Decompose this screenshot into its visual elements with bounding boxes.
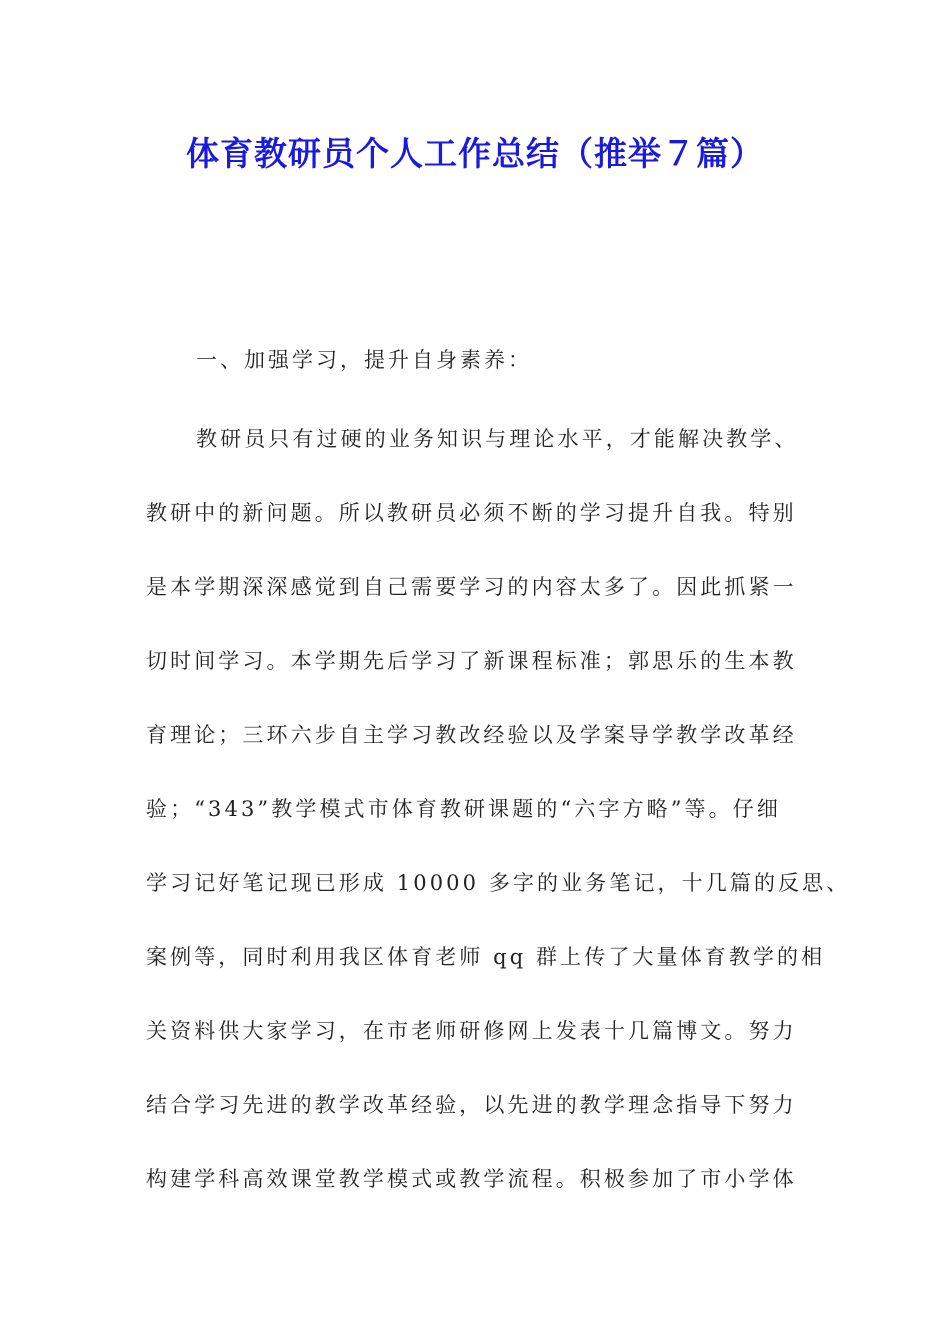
paragraph-line: 教研员只有过硬的业务知识与理论水平，才能解决教学、 [196, 427, 799, 451]
paragraph-line: 案例等，同时利用我区体育老师 qq 群上传了大量体育教学的相 [146, 945, 826, 969]
paragraph-line: 验；“343”教学模式市体育教研课题的“六字方略”等。仔细 [146, 797, 781, 821]
paragraph-line: 结合学习先进的教学改革经验，以先进的教学理念指导下努力 [146, 1093, 797, 1117]
paragraph-line: 是本学期深深感觉到自己需要学习的内容太多了。因此抓紧一 [146, 575, 797, 599]
document-title: 体育教研员个人工作总结（推举７篇） [186, 134, 764, 173]
paragraph-line: 教研中的新问题。所以教研员必须不断的学习提升自我。特别 [146, 501, 797, 525]
paragraph-line: 学习记好笔记现已形成 10000 多字的业务笔记，十几篇的反思、 [146, 871, 851, 895]
paragraph-line: 切时间学习。本学期先后学习了新课程标准；郭思乐的生本教 [146, 649, 797, 673]
paragraph-line: 育理论；三环六步自主学习教改经验以及学案导学教学改革经 [146, 723, 797, 747]
section-heading: 一、加强学习，提升自身素养： [196, 348, 532, 372]
paragraph-line: 关资料供大家学习，在市老师研修网上发表十几篇博文。努力 [146, 1019, 797, 1043]
paragraph-line: 构建学科高效课堂教学模式或教学流程。积极参加了市小学体 [146, 1167, 797, 1191]
